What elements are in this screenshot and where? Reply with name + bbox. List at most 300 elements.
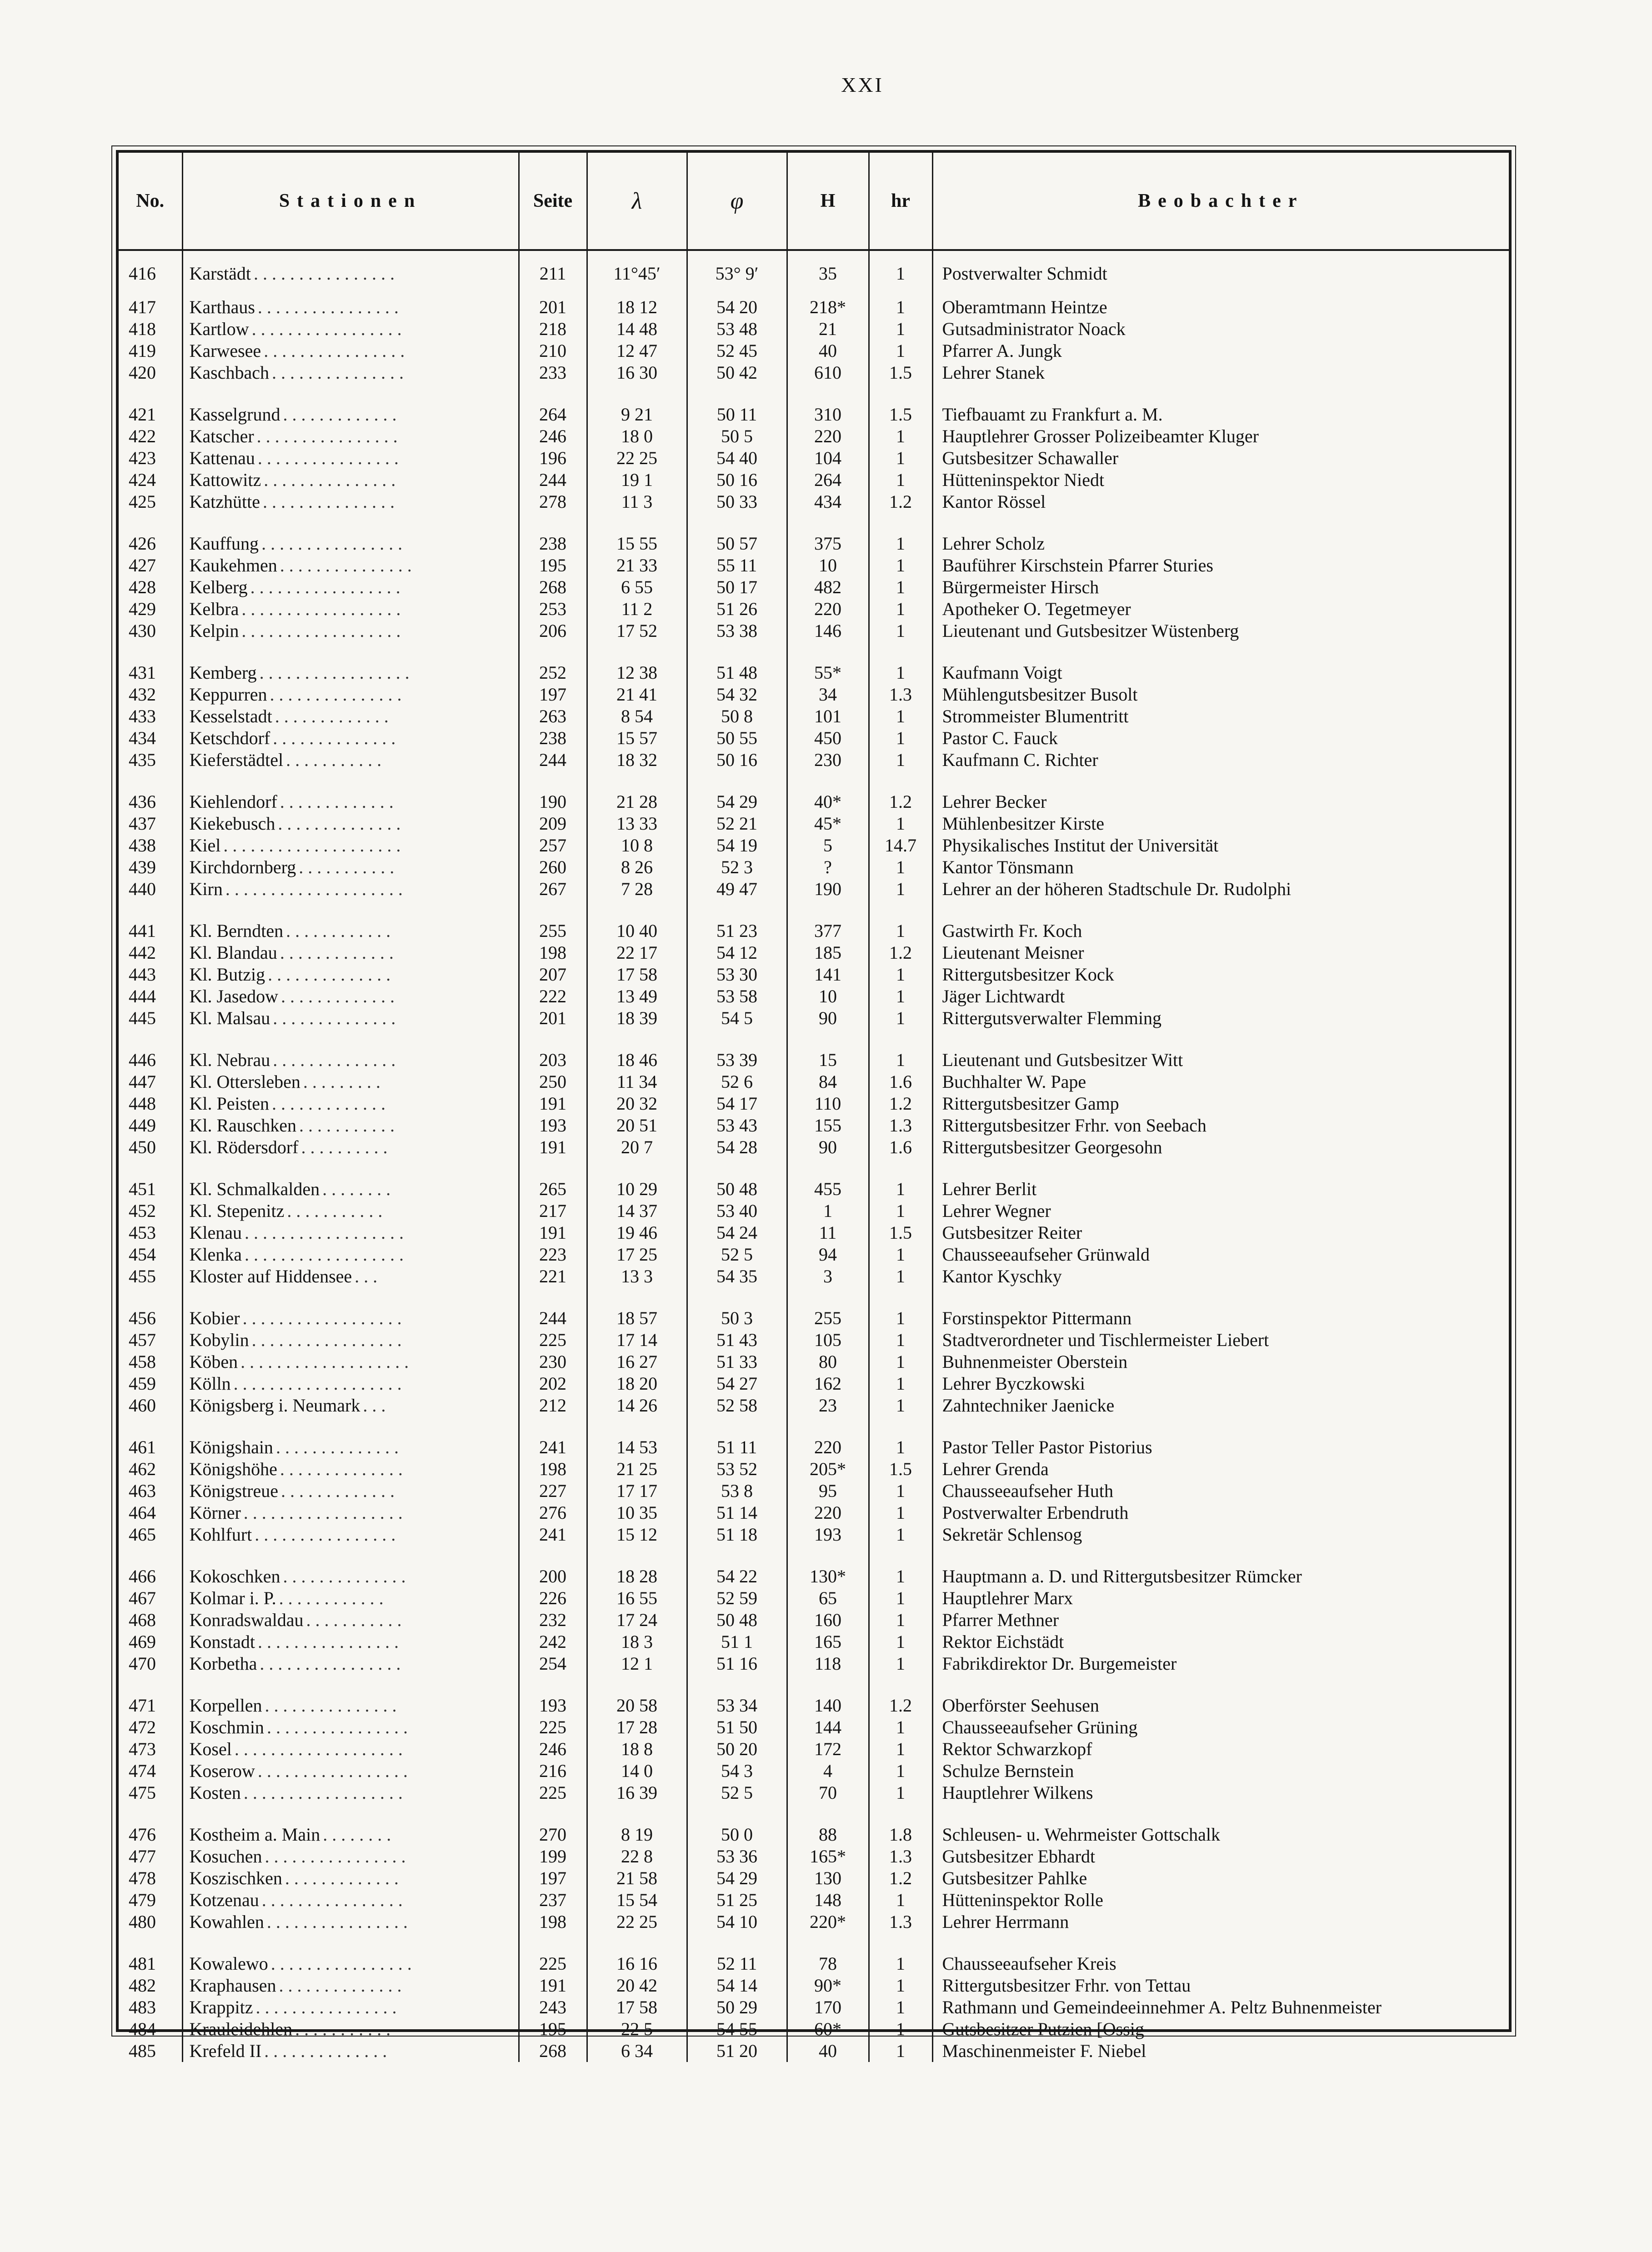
page-ref: 210 bbox=[519, 340, 587, 362]
leader-dots: ............... bbox=[263, 491, 399, 512]
latitude: 53 40 bbox=[687, 1200, 787, 1222]
row-number: 452 bbox=[119, 1200, 182, 1222]
table-row bbox=[119, 1867, 1509, 1889]
row-number: 467 bbox=[119, 1587, 182, 1609]
observer: Hauptlehrer Marx bbox=[942, 1588, 1073, 1608]
latitude: 51 43 bbox=[687, 1329, 787, 1351]
station-label: Kemberg bbox=[189, 662, 257, 683]
table-row bbox=[119, 727, 1509, 749]
table-row bbox=[119, 1007, 1509, 1029]
observer: Pfarrer Methner bbox=[942, 1610, 1059, 1630]
station-name bbox=[182, 576, 519, 598]
spacer-cell bbox=[119, 384, 182, 404]
elevation: 95 bbox=[787, 1480, 869, 1502]
station-label: Kieferstädtel bbox=[189, 750, 284, 770]
table-row bbox=[119, 469, 1509, 491]
header-phi: φ bbox=[687, 153, 787, 250]
station-name bbox=[182, 491, 519, 513]
page-ref: 268 bbox=[519, 2040, 587, 2062]
spacer-cell bbox=[519, 1546, 587, 1566]
spacer-cell bbox=[182, 900, 519, 920]
observer: Oberförster Seehusen bbox=[942, 1695, 1099, 1716]
row-number: 427 bbox=[119, 555, 182, 576]
instrument-height: 1 bbox=[869, 1953, 932, 1975]
elevation: 130 bbox=[787, 1867, 869, 1889]
page-ref: 198 bbox=[519, 1458, 587, 1480]
leader-dots: ... bbox=[363, 1395, 390, 1416]
table-row bbox=[119, 620, 1509, 642]
instrument-height: 1 bbox=[869, 1782, 932, 1804]
observer: Rektor Schwarzkopf bbox=[942, 1739, 1092, 1759]
table-row bbox=[119, 662, 1509, 684]
station-name bbox=[182, 340, 519, 362]
spacer-cell bbox=[182, 513, 519, 533]
latitude: 50 20 bbox=[687, 1738, 787, 1760]
page-ref: 241 bbox=[519, 1524, 587, 1546]
observer: Pastor C. Fauck bbox=[942, 728, 1058, 748]
elevation: 5 bbox=[787, 835, 869, 856]
observer: Buhnenmeister Oberstein bbox=[942, 1351, 1128, 1372]
station-label: Kl. Malsau bbox=[189, 1008, 270, 1028]
station-label: Korbetha bbox=[189, 1653, 257, 1674]
station-name bbox=[182, 706, 519, 727]
leader-dots: ........ bbox=[323, 1824, 396, 1845]
station-label: Kraphausen bbox=[189, 1975, 276, 1996]
table-row bbox=[119, 986, 1509, 1007]
spacer-cell bbox=[182, 642, 519, 662]
leader-dots: ............. bbox=[272, 1093, 390, 1114]
row-number: 449 bbox=[119, 1115, 182, 1136]
instrument-height: 1 bbox=[869, 749, 932, 771]
elevation: 220 bbox=[787, 1436, 869, 1458]
elevation: 105 bbox=[787, 1329, 869, 1351]
table-row bbox=[119, 2018, 1509, 2040]
elevation: 80 bbox=[787, 1351, 869, 1373]
station-label: Kowalewo bbox=[189, 1953, 268, 1974]
station-name bbox=[182, 2040, 519, 2062]
observer: Rektor Eichstädt bbox=[942, 1631, 1064, 1652]
spacer-cell bbox=[787, 1287, 869, 1307]
latitude: 54 20 bbox=[687, 296, 787, 318]
latitude: 54 29 bbox=[687, 1867, 787, 1889]
leader-dots: .............. bbox=[278, 813, 405, 834]
latitude: 51 1 bbox=[687, 1631, 787, 1653]
station-name bbox=[182, 1266, 519, 1287]
table-row bbox=[119, 1458, 1509, 1480]
row-number: 479 bbox=[119, 1889, 182, 1911]
observer: Kaufmann C. Richter bbox=[942, 750, 1098, 770]
longitude: 13 3 bbox=[587, 1266, 687, 1287]
station-label: Korpellen bbox=[189, 1695, 262, 1716]
station-label: Krappitz bbox=[189, 1997, 253, 2017]
latitude: 52 5 bbox=[687, 1244, 787, 1266]
leader-dots: .............. bbox=[273, 1008, 400, 1028]
page-ref: 201 bbox=[519, 1007, 587, 1029]
page-ref: 197 bbox=[519, 1867, 587, 1889]
spacer-cell bbox=[932, 1933, 1509, 1953]
station-name bbox=[182, 964, 519, 986]
page-ref: 244 bbox=[519, 1307, 587, 1329]
page-ref: 276 bbox=[519, 1502, 587, 1524]
page-ref: 202 bbox=[519, 1373, 587, 1395]
page-ref: 212 bbox=[519, 1395, 587, 1416]
row-number: 478 bbox=[119, 1867, 182, 1889]
station-name bbox=[182, 425, 519, 447]
table-row bbox=[119, 491, 1509, 513]
station-label: Kl. Berndten bbox=[189, 921, 284, 941]
station-name bbox=[182, 1631, 519, 1653]
observer: Rathmann und Gemeindeeinnehmer A. Peltz Buhnenmeister bbox=[942, 1997, 1382, 2017]
longitude: 9 21 bbox=[587, 404, 687, 425]
spacer-cell bbox=[787, 1675, 869, 1695]
header-no: No. bbox=[119, 153, 182, 250]
station-name bbox=[182, 620, 519, 642]
station-label: Kl. Blandau bbox=[189, 942, 277, 963]
table-row bbox=[119, 1266, 1509, 1287]
station-name bbox=[182, 1824, 519, 1846]
leader-dots: ................. bbox=[251, 319, 406, 339]
station-label: Kl. Nebrau bbox=[189, 1050, 270, 1070]
table-row bbox=[119, 1373, 1509, 1395]
page-ref: 225 bbox=[519, 1953, 587, 1975]
observer: Lehrer Becker bbox=[942, 791, 1047, 812]
row-number: 476 bbox=[119, 1824, 182, 1846]
spacer-cell bbox=[869, 1804, 932, 1824]
row-number: 461 bbox=[119, 1436, 182, 1458]
station-name bbox=[182, 1502, 519, 1524]
station-label: Kosten bbox=[189, 1782, 241, 1803]
table-row bbox=[119, 250, 1509, 296]
spacer-cell bbox=[119, 1804, 182, 1824]
spacer-cell bbox=[869, 1546, 932, 1566]
latitude: 53° 9′ bbox=[687, 250, 787, 296]
observer: Fabrikdirektor Dr. Burgemeister bbox=[942, 1653, 1177, 1674]
table-row bbox=[119, 318, 1509, 340]
page-ref: 253 bbox=[519, 598, 587, 620]
longitude: 15 57 bbox=[587, 727, 687, 749]
leader-dots: ................ bbox=[265, 1846, 410, 1867]
station-name bbox=[182, 1373, 519, 1395]
station-name bbox=[182, 1524, 519, 1546]
longitude: 11 2 bbox=[587, 598, 687, 620]
station-name bbox=[182, 1007, 519, 1029]
latitude: 54 27 bbox=[687, 1373, 787, 1395]
instrument-height: 1 bbox=[869, 1178, 932, 1200]
latitude: 50 29 bbox=[687, 1997, 787, 2018]
leader-dots: .............. bbox=[280, 1459, 407, 1479]
instrument-height: 1 bbox=[869, 1266, 932, 1287]
elevation: 193 bbox=[787, 1524, 869, 1546]
table-row bbox=[119, 1609, 1509, 1631]
elevation: 220 bbox=[787, 598, 869, 620]
group-spacer bbox=[119, 1675, 1509, 1695]
elevation: 4 bbox=[787, 1760, 869, 1782]
leader-dots: ................. bbox=[257, 1761, 412, 1781]
row-number: 481 bbox=[119, 1953, 182, 1975]
row-number: 460 bbox=[119, 1395, 182, 1416]
leader-dots: .................. bbox=[243, 1502, 407, 1523]
row-number: 430 bbox=[119, 620, 182, 642]
station-name bbox=[182, 1329, 519, 1351]
observer: Stadtverordneter und Tischlermeister Liebert bbox=[942, 1330, 1269, 1350]
station-label: Kosuchen bbox=[189, 1846, 262, 1867]
station-name bbox=[182, 1071, 519, 1093]
station-name bbox=[182, 598, 519, 620]
spacer-cell bbox=[119, 1416, 182, 1436]
station-name bbox=[182, 404, 519, 425]
station-label: Kl. Rödersdorf bbox=[189, 1137, 299, 1157]
table-body bbox=[119, 250, 1509, 2062]
station-name bbox=[182, 1115, 519, 1136]
instrument-height: 14.7 bbox=[869, 835, 932, 856]
instrument-height: 1 bbox=[869, 1436, 932, 1458]
table-row bbox=[119, 1738, 1509, 1760]
spacer-cell bbox=[869, 900, 932, 920]
observer: Kaufmann Voigt bbox=[942, 662, 1062, 683]
instrument-height: 1 bbox=[869, 878, 932, 900]
page-number: XXI bbox=[841, 73, 884, 96]
latitude: 52 21 bbox=[687, 813, 787, 835]
instrument-height: 1.2 bbox=[869, 491, 932, 513]
spacer-cell bbox=[182, 1029, 519, 1049]
spacer-cell bbox=[519, 900, 587, 920]
table-row bbox=[119, 1824, 1509, 1846]
row-number: 435 bbox=[119, 749, 182, 771]
row-number: 429 bbox=[119, 598, 182, 620]
leader-dots: ............. bbox=[281, 1481, 400, 1501]
row-number: 462 bbox=[119, 1458, 182, 1480]
row-number: 484 bbox=[119, 2018, 182, 2040]
row-number: 434 bbox=[119, 727, 182, 749]
longitude: 10 40 bbox=[587, 920, 687, 942]
elevation: 40 bbox=[787, 2040, 869, 2062]
instrument-height: 1.3 bbox=[869, 1115, 932, 1136]
latitude: 50 55 bbox=[687, 727, 787, 749]
row-number: 441 bbox=[119, 920, 182, 942]
instrument-height: 1 bbox=[869, 340, 932, 362]
table-row bbox=[119, 1889, 1509, 1911]
leader-dots: .................. bbox=[241, 599, 405, 619]
elevation: 377 bbox=[787, 920, 869, 942]
page-ref: 241 bbox=[519, 1436, 587, 1458]
instrument-height: 1 bbox=[869, 1566, 932, 1587]
observer: Hütteninspektor Niedt bbox=[942, 470, 1105, 490]
elevation: 110 bbox=[787, 1093, 869, 1115]
station-label: Klenka bbox=[189, 1244, 242, 1265]
page-ref: 244 bbox=[519, 469, 587, 491]
row-number: 482 bbox=[119, 1975, 182, 1997]
latitude: 50 33 bbox=[687, 491, 787, 513]
page-ref: 263 bbox=[519, 706, 587, 727]
instrument-height: 1 bbox=[869, 2040, 932, 2062]
leader-dots: .................. bbox=[242, 1308, 406, 1328]
table-row bbox=[119, 1566, 1509, 1587]
latitude: 50 16 bbox=[687, 469, 787, 491]
elevation: 78 bbox=[787, 1953, 869, 1975]
observer: Rittergutsbesitzer Kock bbox=[942, 964, 1114, 985]
instrument-height: 1.5 bbox=[869, 404, 932, 425]
row-number: 464 bbox=[119, 1502, 182, 1524]
page-ref: 201 bbox=[519, 296, 587, 318]
spacer-cell bbox=[519, 1933, 587, 1953]
longitude: 15 55 bbox=[587, 533, 687, 555]
station-name bbox=[182, 920, 519, 942]
page-ref: 206 bbox=[519, 620, 587, 642]
spacer-cell bbox=[687, 1416, 787, 1436]
observer: Rittergutsbesitzer Frhr. von Seebach bbox=[942, 1115, 1206, 1136]
elevation: 434 bbox=[787, 491, 869, 513]
row-number: 475 bbox=[119, 1782, 182, 1804]
table-row bbox=[119, 835, 1509, 856]
observer: Hauptlehrer Grosser Polizeibeamter Kluger bbox=[942, 426, 1259, 446]
station-label: Kauffung bbox=[189, 533, 259, 554]
page-ref: 254 bbox=[519, 1653, 587, 1675]
page-ref: 217 bbox=[519, 1200, 587, 1222]
longitude: 17 52 bbox=[587, 620, 687, 642]
instrument-height: 1 bbox=[869, 1653, 932, 1675]
spacer-cell bbox=[687, 1675, 787, 1695]
row-number: 439 bbox=[119, 856, 182, 878]
longitude: 22 8 bbox=[587, 1846, 687, 1867]
leader-dots: .............. bbox=[275, 1437, 403, 1457]
row-number: 423 bbox=[119, 447, 182, 469]
longitude: 12 1 bbox=[587, 1653, 687, 1675]
longitude: 18 8 bbox=[587, 1738, 687, 1760]
leader-dots: ........... bbox=[295, 2019, 395, 2039]
station-name bbox=[182, 662, 519, 684]
page-ref: 203 bbox=[519, 1049, 587, 1071]
instrument-height: 1 bbox=[869, 469, 932, 491]
elevation: 140 bbox=[787, 1695, 869, 1717]
page-ref: 265 bbox=[519, 1178, 587, 1200]
instrument-height: 1 bbox=[869, 1738, 932, 1760]
latitude: 55 11 bbox=[687, 555, 787, 576]
latitude: 52 6 bbox=[687, 1071, 787, 1093]
elevation: 230 bbox=[787, 749, 869, 771]
latitude: 54 3 bbox=[687, 1760, 787, 1782]
row-number: 443 bbox=[119, 964, 182, 986]
spacer-cell bbox=[119, 771, 182, 791]
instrument-height: 1.6 bbox=[869, 1071, 932, 1093]
longitude: 15 54 bbox=[587, 1889, 687, 1911]
longitude: 13 49 bbox=[587, 986, 687, 1007]
latitude: 53 52 bbox=[687, 1458, 787, 1480]
spacer-cell bbox=[687, 1546, 787, 1566]
longitude: 17 14 bbox=[587, 1329, 687, 1351]
observer: Kantor Kyschky bbox=[942, 1266, 1062, 1286]
row-number: 424 bbox=[119, 469, 182, 491]
observer: Gastwirth Fr. Koch bbox=[942, 921, 1082, 941]
leader-dots: .................. bbox=[245, 1244, 409, 1265]
page-ref: 246 bbox=[519, 1738, 587, 1760]
spacer-cell bbox=[687, 1029, 787, 1049]
observer: Strommeister Blumentritt bbox=[942, 706, 1129, 726]
elevation: 101 bbox=[787, 706, 869, 727]
row-number: 480 bbox=[119, 1911, 182, 1933]
observer: Gutsbesitzer Reiter bbox=[942, 1222, 1082, 1243]
table-row bbox=[119, 1049, 1509, 1071]
instrument-height: 1 bbox=[869, 1307, 932, 1329]
spacer-cell bbox=[182, 384, 519, 404]
row-number: 448 bbox=[119, 1093, 182, 1115]
leader-dots: ................... bbox=[240, 1351, 414, 1372]
group-spacer bbox=[119, 1287, 1509, 1307]
elevation: 10 bbox=[787, 555, 869, 576]
row-number: 438 bbox=[119, 835, 182, 856]
elevation: 220 bbox=[787, 425, 869, 447]
group-spacer bbox=[119, 513, 1509, 533]
page-ref: 196 bbox=[519, 447, 587, 469]
row-number: 477 bbox=[119, 1846, 182, 1867]
longitude: 10 29 bbox=[587, 1178, 687, 1200]
instrument-height: 1 bbox=[869, 1351, 932, 1373]
observer: Kantor Rössel bbox=[942, 491, 1046, 512]
station-label: Kirn bbox=[189, 879, 223, 899]
spacer-cell bbox=[787, 1416, 869, 1436]
spacer-cell bbox=[932, 1416, 1509, 1436]
table-row bbox=[119, 1244, 1509, 1266]
table-row bbox=[119, 1975, 1509, 1997]
station-name bbox=[182, 986, 519, 1007]
station-label: Kokoschken bbox=[189, 1566, 280, 1586]
station-label: Köben bbox=[189, 1351, 238, 1372]
spacer-cell bbox=[119, 1287, 182, 1307]
longitude: 16 39 bbox=[587, 1782, 687, 1804]
longitude: 20 58 bbox=[587, 1695, 687, 1717]
longitude: 8 54 bbox=[587, 706, 687, 727]
latitude: 51 11 bbox=[687, 1436, 787, 1458]
spacer-cell bbox=[587, 1158, 687, 1178]
group-spacer bbox=[119, 1804, 1509, 1824]
table-row bbox=[119, 856, 1509, 878]
station-label: Kölln bbox=[189, 1373, 231, 1394]
elevation: 3 bbox=[787, 1266, 869, 1287]
spacer-cell bbox=[119, 1933, 182, 1953]
observer: Pastor Teller Pastor Pistorius bbox=[942, 1437, 1152, 1457]
row-number: 455 bbox=[119, 1266, 182, 1287]
spacer-cell bbox=[119, 1029, 182, 1049]
elevation: 165 bbox=[787, 1631, 869, 1653]
header-row bbox=[119, 153, 1509, 250]
latitude: 51 33 bbox=[687, 1351, 787, 1373]
latitude: 52 59 bbox=[687, 1587, 787, 1609]
instrument-height: 1 bbox=[869, 555, 932, 576]
instrument-height: 1 bbox=[869, 576, 932, 598]
spacer-cell bbox=[932, 771, 1509, 791]
page-ref: 243 bbox=[519, 1997, 587, 2018]
longitude: 16 30 bbox=[587, 362, 687, 384]
station-label: Kattowitz bbox=[189, 470, 261, 490]
longitude: 21 28 bbox=[587, 791, 687, 813]
page-ref: 250 bbox=[519, 1071, 587, 1093]
station-name bbox=[182, 878, 519, 900]
instrument-height: 1 bbox=[869, 1373, 932, 1395]
row-number: 442 bbox=[119, 942, 182, 964]
spacer-cell bbox=[519, 513, 587, 533]
elevation: 15 bbox=[787, 1049, 869, 1071]
latitude: 49 47 bbox=[687, 878, 787, 900]
station-label: Konradswaldau bbox=[189, 1610, 304, 1630]
row-number: 421 bbox=[119, 404, 182, 425]
instrument-height: 1 bbox=[869, 620, 932, 642]
table-row bbox=[119, 1480, 1509, 1502]
longitude: 12 47 bbox=[587, 340, 687, 362]
longitude: 19 46 bbox=[587, 1222, 687, 1244]
spacer-cell bbox=[687, 1287, 787, 1307]
latitude: 54 40 bbox=[687, 447, 787, 469]
latitude: 51 48 bbox=[687, 662, 787, 684]
latitude: 52 45 bbox=[687, 340, 787, 362]
